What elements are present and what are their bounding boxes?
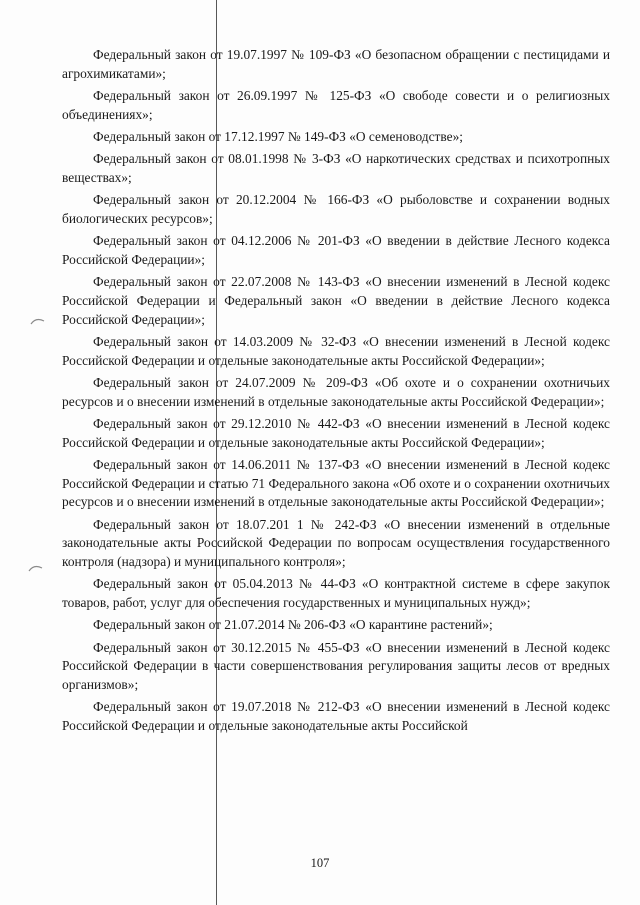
law-item: Федеральный закон от 20.12.2004 № 166-ФЗ «О рыболовстве и сохранении водных биологических ресурсов»; [62,192,610,226]
page-number: 107 [310,856,330,870]
law-list [62,46,610,739]
law-item: Федеральный закон от 08.01.1998 № 3-ФЗ «О наркотических средствах и психотропных веществах»; [62,151,610,185]
law-item: Федеральный закон от 30.12.2015 № 455-ФЗ «О внесении изменений в Лесной кодекс Российской Федерации в части совершенствования регулирования защиты лесов от вредных организмов»; [62,639,610,693]
law-item: Федеральный закон от 21.07.2014 № 206-ФЗ «О карантине растений»; [93,617,493,633]
law-item: Федеральный закон от 26.09.1997 № 125-ФЗ «О свободе совести и о религиозных объединениях»; [62,88,610,122]
law-item: Федеральный закон от 18.07.201 1 № 242-ФЗ «О внесении изменений в отдельные законодательные акты Российской Федерации по вопросам осуществления государственного контроля (надзора) и муниципального контроля»; [62,516,610,570]
scan-margin-mark [30,316,46,326]
law-item: Федеральный закон от 19.07.1997 № 109-ФЗ «О безопасном обращении с пестицидами и агрохимикатами»; [62,47,610,81]
scan-margin-mark [28,563,44,573]
law-item: Федеральный закон от 22.07.2008 № 143-ФЗ «О внесении изменений в Лесной кодекс Российской Федерации и Федеральный закон «О введении в действие Лесного кодекса Российской Федерации»; [62,274,610,327]
law-item: Федеральный закон от 14.06.2011 № 137-ФЗ «О внесении изменений в Лесной кодекс Российской Федерации и статью 71 Федерального закона «Об охоте и о сохранении охотничьих ресурсов и о внесении изменений в отдельные законодательные акты Российской Федерации»; [62,457,610,510]
law-item: Федеральный закон от 05.04.2013 № 44-ФЗ «О контрактной системе в сфере закупок товаров, работ, услуг для обеспечения государственных и муниципальных нужд»; [62,576,610,611]
law-item: Федеральный закон от 24.07.2009 № 209-ФЗ «Об охоте и о сохранении охотничьих ресурсов и о внесении изменений в отдельные законодательные акты Российской Федерации»; [62,375,610,409]
law-item: Федеральный закон от 29.12.2010 № 442-ФЗ «О внесении изменений в Лесной кодекс Российской Федерации и отдельные законодательные акты Российской Федерации»; [62,416,610,450]
law-item: Федеральный закон от 19.07.2018 № 212-ФЗ «О внесении изменений в Лесной кодекс Российской Федерации и отдельные законодательные акты Российской [62,699,610,734]
law-item: Федеральный закон от 04.12.2006 № 201-ФЗ «О введении в действие Лесного кодекса Российской Федерации»; [62,233,610,267]
law-item: Федеральный закон от 17.12.1997 № 149-ФЗ «О семеноводстве»; [93,129,464,144]
law-item: Федеральный закон от 14.03.2009 № 32-ФЗ «О внесении изменений в Лесной кодекс Российской Федерации и отдельные законодательные акты Российской Федерации»; [62,334,610,368]
